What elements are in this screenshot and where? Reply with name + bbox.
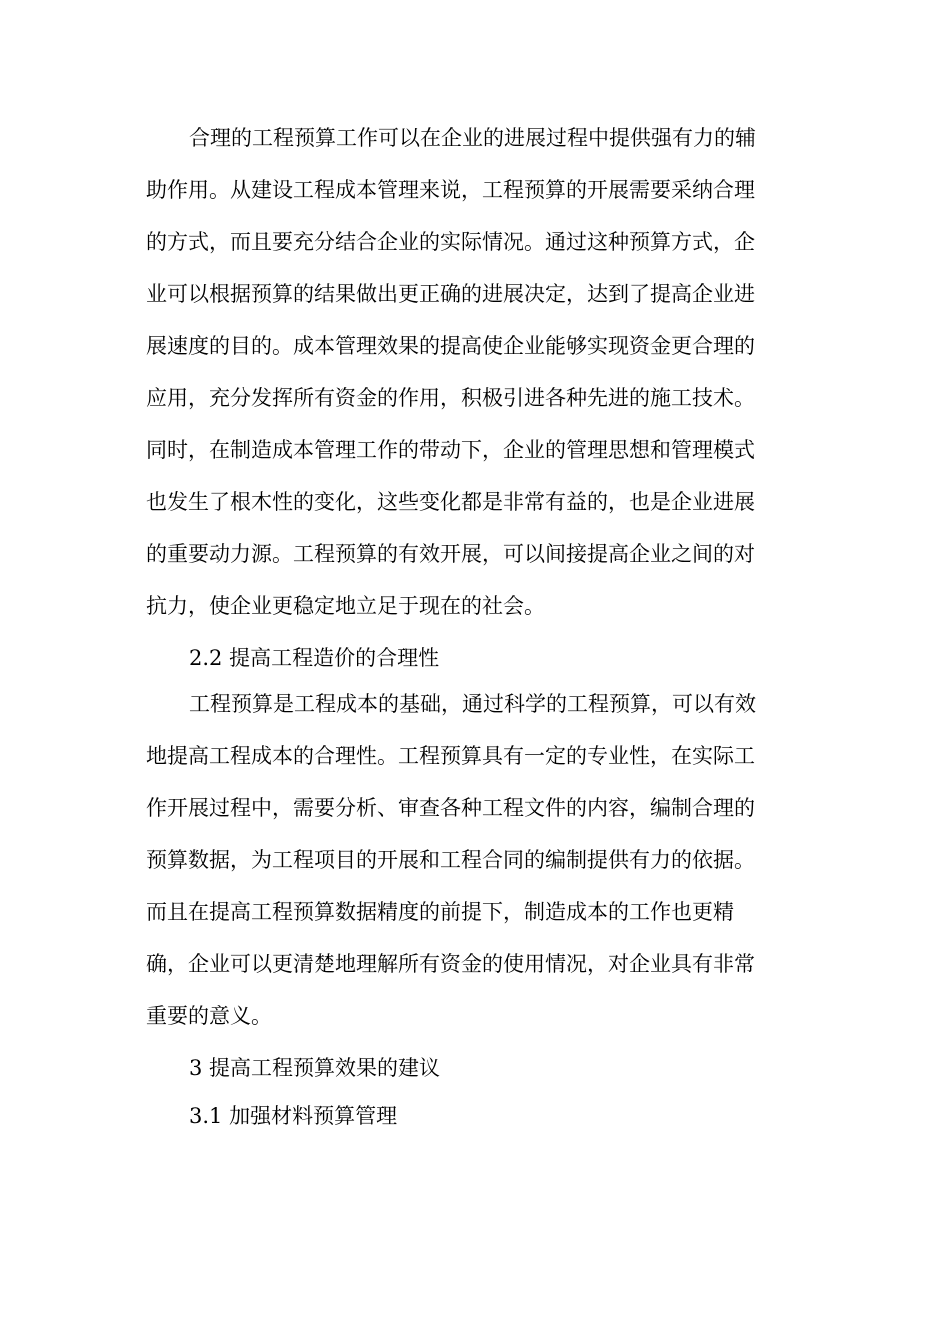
paragraph-2-line-5: 而且在提高工程预算数据精度的前提下，制造成本的工作也更精 xyxy=(146,900,734,924)
paragraph-1-line-8: 也发生了根木性的变化，这些变化都是非常有益的，也是企业进展 xyxy=(146,490,755,514)
paragraph-1-line-6: 应用，充分发挥所有资金的作用，积极引进各种先进的施工技术。 xyxy=(146,386,755,410)
paragraph-1-line-2: 助作用。从建设工程成本管理来说，工程预算的开展需要采纳合理 xyxy=(146,178,755,202)
paragraph-1-line-4: 业可以根据预算的结果做出更正确的进展决定，达到了提高企业进 xyxy=(146,282,755,306)
paragraph-1-line-10: 抗力，使企业更稳定地立足于现在的社会。 xyxy=(146,594,545,618)
section-heading-3: 3 提高工程预算效果的建议 xyxy=(189,1056,441,1080)
paragraph-1-line-1: 合理的工程预算工作可以在企业的进展过程中提供强有力的辅 xyxy=(189,126,756,150)
paragraph-2-line-2: 地提高工程成本的合理性。工程预算具有一定的专业性，在实际工 xyxy=(146,744,755,768)
paragraph-2-line-3: 作开展过程中，需要分析、审查各种工程文件的内容，编制合理的 xyxy=(146,796,755,820)
paragraph-2-line-1: 工程预算是工程成本的基础，通过科学的工程预算，可以有效 xyxy=(189,692,756,716)
paragraph-2-line-6: 确，企业可以更清楚地理解所有资金的使用情况，对企业具有非常 xyxy=(146,952,755,976)
paragraph-1-line-5: 展速度的目的。成本管理效果的提高使企业能够实现资金更合理的 xyxy=(146,334,755,358)
paragraph-1-line-9: 的重要动力源。工程预算的有效开展，可以间接提高企业之间的对 xyxy=(146,542,755,566)
paragraph-2-line-4: 预算数据，为工程项目的开展和工程合同的编制提供有力的依据。 xyxy=(146,848,755,872)
section-heading-2-2: 2.2 提高工程造价的合理性 xyxy=(189,646,440,670)
paragraph-2-line-7: 重要的意义。 xyxy=(146,1004,272,1028)
paragraph-1-line-7: 同时，在制造成本管理工作的带动下，企业的管理思想和管理模式 xyxy=(146,438,755,462)
paragraph-1-line-3: 的方式，而且要充分结合企业的实际情况。通过这种预算方式，企 xyxy=(146,230,755,254)
section-heading-3-1: 3.1 加强材料预算管理 xyxy=(189,1104,398,1128)
